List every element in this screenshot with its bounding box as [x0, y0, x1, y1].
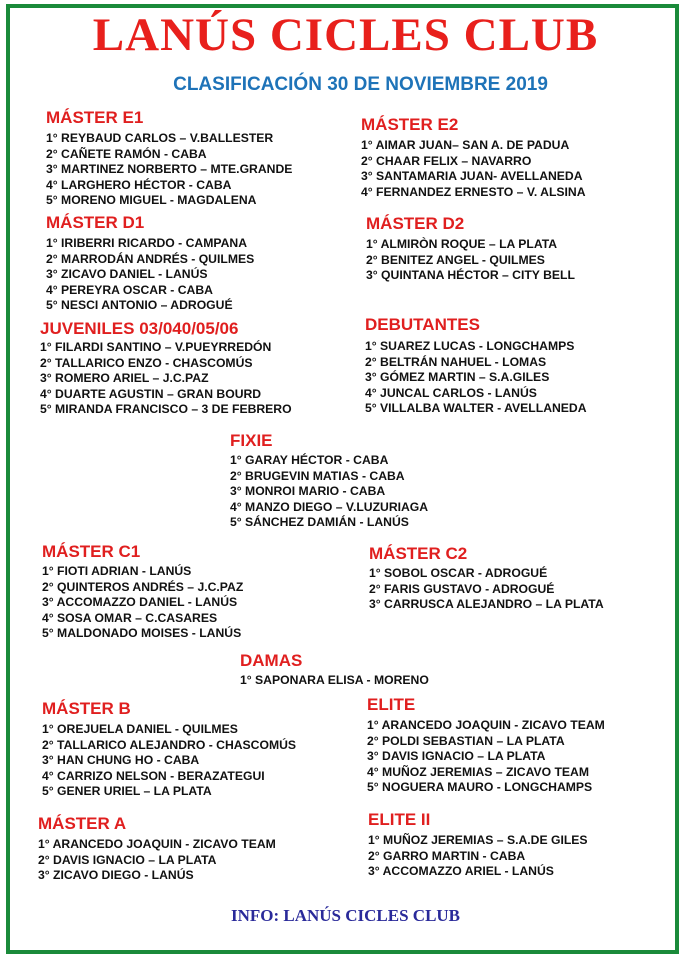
list-item: 5° MIRANDA FRANCISCO – 3 DE FEBRERO	[40, 402, 292, 417]
category-elite-ii	[368, 810, 588, 880]
list-item: 4° FERNANDEZ ERNESTO – V. ALSINA	[361, 184, 586, 199]
list-item: 3° GÓMEZ MARTIN – S.A.GILES	[365, 370, 550, 385]
info-footer: INFO: LANÚS CICLES CLUB	[230, 906, 461, 925]
list-item: 2° QUINTEROS ANDRÉS – J.C.PAZ	[42, 579, 244, 594]
list-item: 3° MONROI MARIO - CABA	[230, 484, 386, 499]
list-item: 5° VILLALBA WALTER - AVELLANEDA	[365, 401, 587, 416]
list-item: 2° FARIS GUSTAVO - ADROGUÉ	[369, 581, 555, 596]
list-item: 3° ACCOMAZZO ARIEL - LANÚS	[368, 864, 554, 879]
list-item: 2° POLDI SEBASTIAN – LA PLATA	[367, 733, 565, 748]
category-master-d2	[366, 214, 575, 284]
list-item: 3° ZICAVO DANIEL - LANÚS	[46, 267, 208, 282]
category-master-a	[38, 814, 276, 884]
list-item: 2° GARRO MARTIN - CABA	[368, 848, 526, 863]
category-title: MÁSTER A	[38, 814, 127, 833]
list-item: 5° SÁNCHEZ DAMIÁN - LANÚS	[230, 515, 409, 530]
category-master-d1	[46, 213, 254, 314]
list-item: 2° BRUGEVIN MATIAS - CABA	[230, 468, 405, 483]
list-item: 5° GENER URIEL – LA PLATA	[42, 784, 212, 799]
category-title: DEBUTANTES	[365, 315, 480, 334]
list-item: 3° ROMERO ARIEL – J.C.PAZ	[40, 371, 209, 386]
list-item: 5° NESCI ANTONIO – ADROGUÉ	[46, 298, 233, 313]
list-item: 2° MARRODÁN ANDRÉS - QUILMES	[46, 251, 255, 266]
list-item: 2° CAÑETE RAMÓN - CABA	[46, 146, 207, 161]
category-title: MÁSTER C1	[42, 542, 141, 561]
page-title: LANÚS CICLES CLUB	[92, 9, 599, 61]
category-title: MÁSTER C2	[369, 544, 468, 563]
category-title: MÁSTER E2	[361, 115, 459, 134]
category-title: FIXIE	[230, 431, 273, 450]
category-master-b	[42, 699, 296, 800]
list-item: 4° CARRIZO NELSON - BERAZATEGUI	[42, 768, 265, 783]
list-item: 3° ZICAVO DIEGO - LANÚS	[38, 868, 194, 883]
list-item: 4° JUNCAL CARLOS - LANÚS	[365, 385, 537, 400]
list-item: 3° HAN CHUNG HO - CABA	[42, 753, 200, 768]
list-item: 1° OREJUELA DANIEL - QUILMES	[42, 722, 238, 736]
list-item: 5° NOGUERA MAURO - LONGCHAMPS	[367, 780, 593, 795]
list-item: 1° SOBOL OSCAR - ADROGUÉ	[369, 566, 548, 580]
list-item: 4° MUÑOZ JEREMIAS – ZICAVO TEAM	[367, 764, 590, 779]
category-master-e1	[46, 108, 292, 209]
category-title: JUVENILES 03/040/05/06	[40, 319, 239, 338]
list-item: 3° CARRUSCA ALEJANDRO – LA PLATA	[369, 597, 604, 612]
list-item: 1° SUAREZ LUCAS - LONGCHAMPS	[365, 339, 575, 353]
list-item: 1° ARANCEDO JOAQUIN - ZICAVO TEAM	[367, 718, 605, 732]
list-item: 5° MALDONADO MOISES - LANÚS	[42, 626, 242, 641]
list-item: 4° SOSA OMAR – C.CASARES	[42, 610, 218, 625]
list-item: 1° REYBAUD CARLOS – V.BALLESTER	[46, 131, 274, 145]
list-item: 1° MUÑOZ JEREMIAS – S.A.DE GILES	[368, 833, 588, 847]
category-elite	[367, 695, 605, 796]
list-item: 2° DAVIS IGNACIO – LA PLATA	[38, 852, 217, 867]
category-master-e2	[361, 115, 586, 200]
list-item: 2° CHAAR FELIX – NAVARRO	[361, 153, 532, 168]
list-item: 2° BELTRÁN NAHUEL - LOMAS	[365, 354, 547, 369]
category-juveniles	[40, 319, 292, 418]
list-item: 4° DUARTE AGUSTIN – GRAN BOURD	[40, 386, 262, 401]
list-item: 1° AIMAR JUAN– SAN A. DE PADUA	[361, 138, 570, 152]
list-item: 1° FILARDI SANTINO – V.PUEYRREDÓN	[40, 340, 272, 354]
category-fixie	[230, 431, 428, 531]
list-item: 4° LARGHERO HÉCTOR - CABA	[46, 177, 232, 192]
category-title: MÁSTER B	[42, 699, 131, 718]
category-title: MÁSTER D2	[366, 214, 465, 233]
category-title: MÁSTER D1	[46, 213, 145, 232]
list-item: 2° TALLARICO ALEJANDRO - CHASCOMÚS	[42, 737, 297, 752]
list-item: 3° DAVIS IGNACIO – LA PLATA	[367, 749, 546, 764]
list-item: 1° FIOTI ADRIAN - LANÚS	[42, 564, 192, 578]
list-item: 3° MARTINEZ NORBERTO – MTE.GRANDE	[46, 162, 293, 177]
list-item: 3° ACCOMAZZO DANIEL - LANÚS	[42, 595, 238, 610]
category-title: DAMAS	[240, 651, 303, 670]
category-damas	[240, 651, 429, 689]
list-item: 2° TALLARICO ENZO - CHASCOMÚS	[40, 355, 253, 370]
list-item: 4° PEREYRA OSCAR - CABA	[46, 282, 213, 297]
list-item: 1° SAPONARA ELISA - MORENO	[240, 673, 429, 687]
list-item: 2° BENITEZ ANGEL - QUILMES	[366, 252, 545, 267]
category-master-c1	[42, 542, 243, 642]
list-item: 1° ALMIRÒN ROQUE – LA PLATA	[366, 237, 558, 251]
list-item: 1° GARAY HÉCTOR - CABA	[230, 453, 389, 467]
list-item: 1° IRIBERRI RICARDO - CAMPANA	[46, 236, 248, 250]
list-item: 1° ARANCEDO JOAQUIN - ZICAVO TEAM	[38, 837, 276, 851]
category-title: ELITE	[367, 695, 416, 714]
list-item: 4° MANZO DIEGO – V.LUZURIAGA	[230, 499, 429, 514]
category-title: ELITE II	[368, 810, 431, 829]
category-master-c2	[369, 544, 604, 613]
list-item: 3° QUINTANA HÉCTOR – CITY BELL	[366, 268, 575, 283]
category-title: MÁSTER E1	[46, 108, 144, 127]
page-subtitle: CLASIFICACIÓN 30 DE NOVIEMBRE 2019	[173, 74, 548, 95]
list-item: 3° SANTAMARIA JUAN- AVELLANEDA	[361, 169, 583, 184]
category-debutantes	[365, 315, 587, 417]
list-item: 5° MORENO MIGUEL - MAGDALENA	[46, 193, 257, 208]
